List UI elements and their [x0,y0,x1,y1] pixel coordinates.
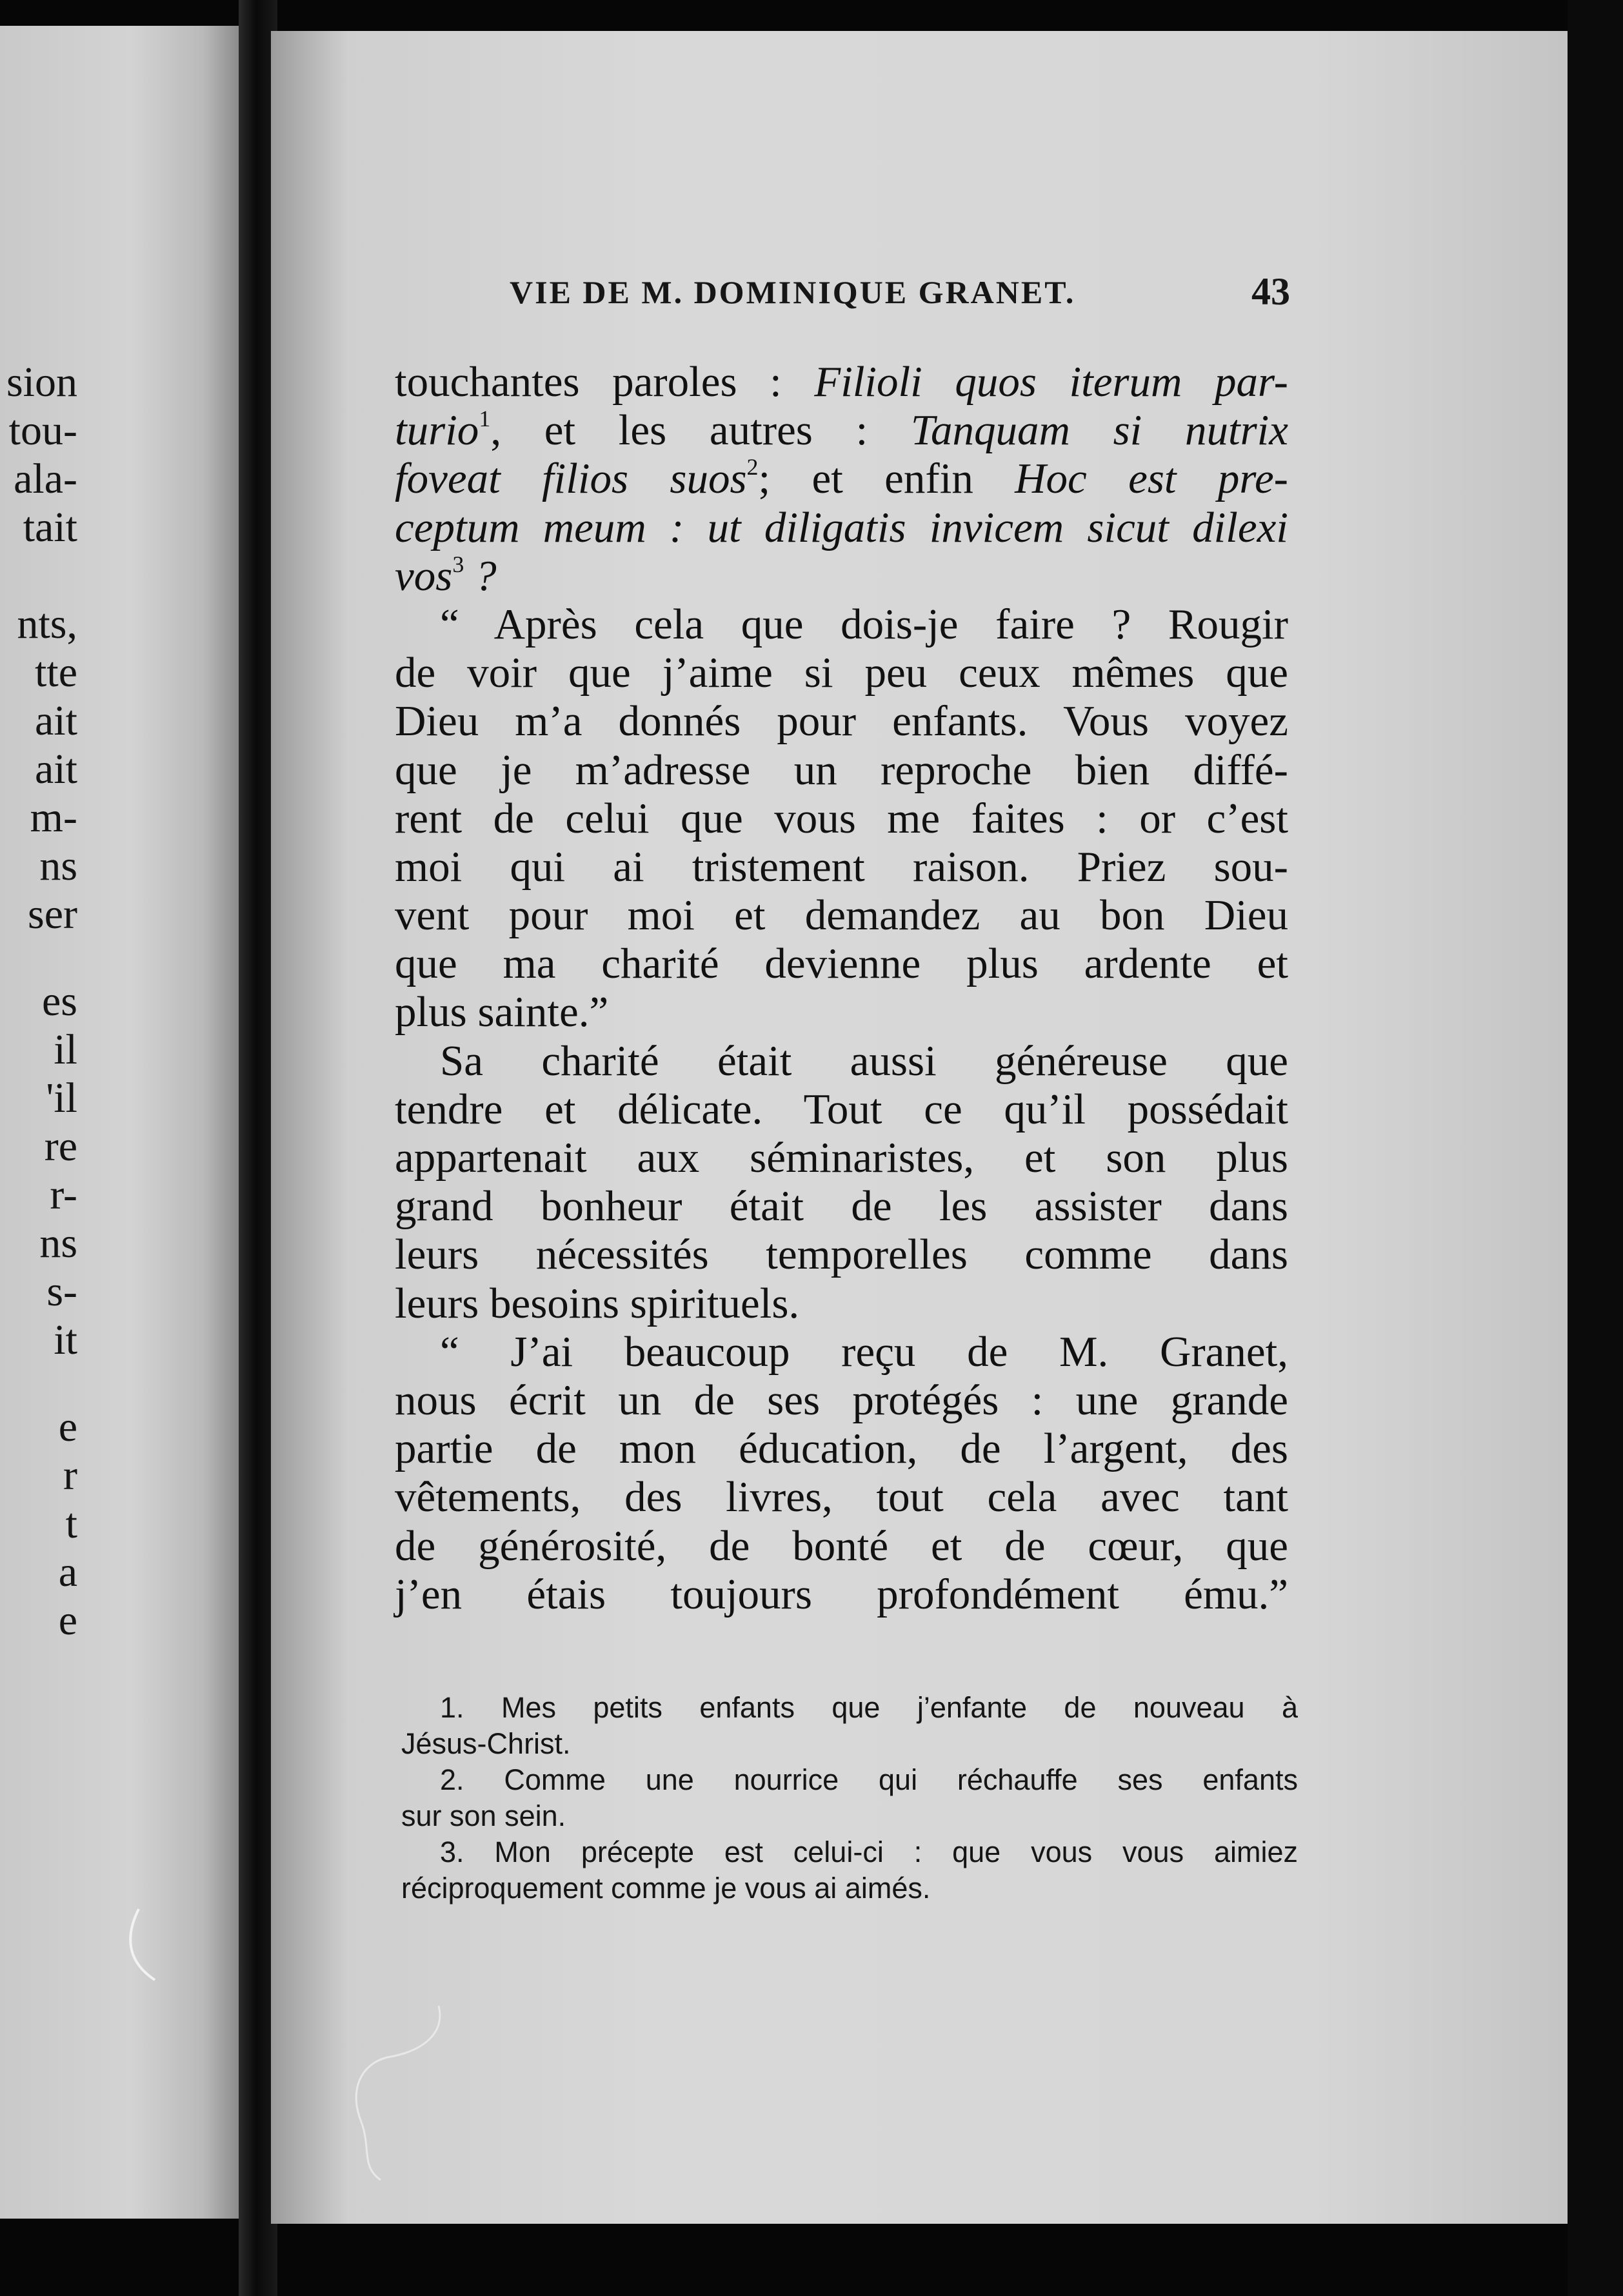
left-page-fragment: es [42,978,77,1025]
text-line: leurs besoins spirituels. [395,1279,800,1327]
text-span: ? [464,551,497,600]
latin-quote: Tanquam si nutrix [910,406,1288,455]
text-line: j’en étais toujours profondément ému.” [395,1570,1288,1618]
text-line: Sa charité était aussi généreuse que [440,1036,1288,1085]
running-head: VIE DE M. DOMINIQUE GRANET. [510,274,1076,310]
text-line: tendre et délicate. Tout ce qu’il possédait [395,1085,1288,1133]
text-span: , et les autres : [490,406,911,455]
text-line: nous écrit un de ses protégés : une grande [395,1376,1288,1424]
footnote-3: 3. Mon précepte est celui-ci : que vous vous aimiez [440,1836,1298,1868]
pencil-mark-scribble [356,2006,440,2180]
latin-quote: Hoc est pre- [1015,455,1288,503]
text-line: moi qui ai tristement raison. Priez sou- [395,842,1288,891]
text-span: touchantes paroles : [395,358,815,406]
text-line: vêtements, des livres, tout cela avec tant [395,1473,1288,1521]
left-page-fragment: ala- [14,455,77,502]
text-line: “ J’ai beaucoup reçu de M. Granet, [440,1327,1288,1376]
left-page-fragment: sion [6,359,77,406]
left-page-fragment: il [54,1026,77,1073]
text-line: de générosité, de bonté et de cœur, que [395,1521,1288,1570]
footnote-3-cont: réciproquement comme je vous ai aimés. [401,1872,931,1905]
left-page-fragment: r- [50,1171,77,1218]
text-line: leurs nécessités temporelles comme dans [395,1231,1288,1279]
left-page-fragment: m- [30,794,77,841]
footnote-ref: 3 [452,551,464,577]
text-line: de voir que j’aime si peu ceux mêmes que [395,649,1288,697]
text-line: que je m’adresse un reproche bien diffé- [395,746,1288,794]
left-page-fragment: s- [46,1268,77,1315]
text-line: plus sainte.” [395,988,609,1036]
text-line: que ma charité devienne plus ardente et [395,940,1288,988]
footnote-1: 1. Mes petits enfants que j’enfante de nouveau à [440,1691,1298,1724]
latin-quote: turio [395,406,479,455]
left-page-fragment: 'il [46,1074,77,1122]
text-span: ; et enfin [758,455,1015,503]
left-page-fragment: nts, [17,600,77,648]
left-page-fragment: tait [23,504,77,551]
text-line: Dieu m’a donnés pour enfants. Vous voyez [395,697,1288,746]
text-line: grand bonheur était de les assister dans [395,1182,1288,1231]
left-page-fragment: e [58,1597,77,1644]
left-page-fragment: ns [39,842,77,889]
footnote-2-cont: sur son sein. [401,1799,566,1832]
left-page-fragment: tte [35,649,77,696]
text-line: ceptum meum : ut diligatis invicem sicut dilexi [395,503,1288,551]
left-page-fragment: a [58,1549,77,1596]
left-page-fragment: re [44,1123,77,1170]
left-page-fragment: r [63,1452,77,1499]
latin-quote: Filioli quos iterum par- [814,358,1288,406]
text-line: vent pour moi et demandez au bon Dieu [395,891,1288,940]
left-page-fragment: tou- [8,407,77,454]
footnote-ref: 1 [479,406,491,432]
left-page-fragment: ns [39,1220,77,1267]
text-line: rent de celui que vous me faites : or c’est [395,794,1288,842]
latin-quote: vos [395,551,453,600]
left-page-fragment: e [58,1403,77,1450]
footnote-2: 2. Comme une nourrice qui réchauffe ses enfants [440,1763,1298,1796]
left-page-fragment: ser [28,891,77,938]
footnote-1-cont: Jésus-Christ. [401,1727,571,1760]
latin-quote: foveat filios suos [395,455,747,503]
text-line: partie de mon éducation, de l’argent, des [395,1425,1288,1473]
left-page-fragment: ait [35,746,77,793]
text-line: “ Après cela que dois-je faire ? Rougir [440,600,1288,648]
text-line: appartenait aux séminaristes, et son plus [395,1134,1288,1182]
pencil-mark-curve [130,1909,155,1980]
left-page-fragment: ait [35,697,77,744]
page-number: 43 [1251,270,1290,313]
footnote-ref: 2 [746,454,759,480]
left-page-fragment: it [54,1316,77,1363]
left-page-fragment: t [65,1500,77,1547]
